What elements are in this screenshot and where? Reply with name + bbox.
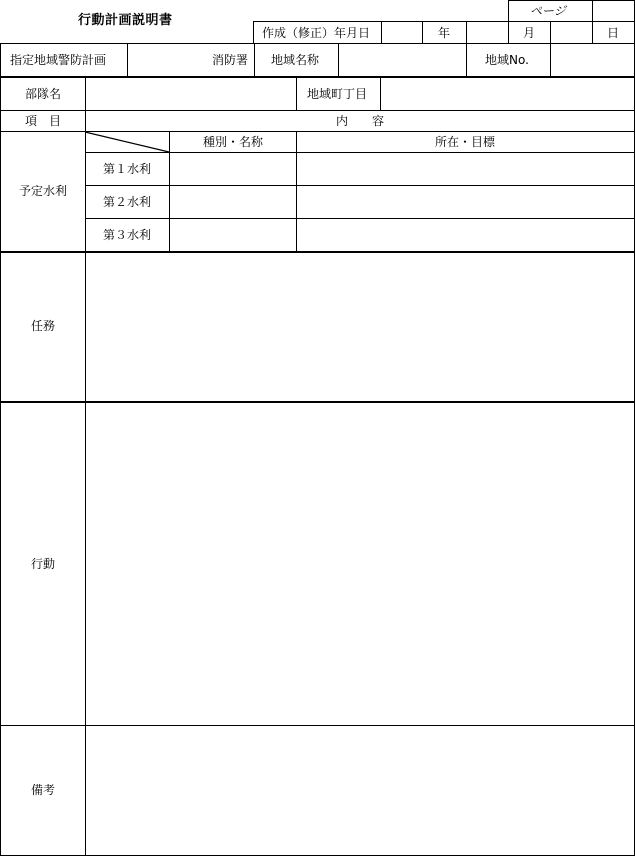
water-type-header: 種別・名称 [202, 135, 264, 149]
page-title: 行動計画説明書 [78, 13, 173, 28]
town-field[interactable] [381, 78, 634, 110]
water-type-field[interactable] [170, 186, 296, 218]
page-label: ページ [530, 4, 566, 18]
duty-field[interactable] [86, 253, 634, 401]
water-location-field[interactable] [297, 186, 634, 218]
content-header: 内 容 [335, 114, 385, 128]
water-location-field[interactable] [297, 219, 634, 251]
unit-label: 部隊名 [24, 87, 62, 101]
water-section-label: 予定水利 [18, 184, 68, 198]
water-type-field[interactable] [170, 219, 296, 251]
water-row-label: 第３水利 [102, 228, 152, 242]
water-row-label: 第１水利 [102, 162, 152, 176]
item-header: 項 目 [24, 114, 62, 128]
plan-label: 指定地域警防計画 [10, 53, 107, 67]
year-field[interactable] [382, 22, 422, 43]
day-field[interactable] [551, 22, 592, 43]
month-label: 月 [522, 26, 536, 40]
remarks-label: 備考 [30, 783, 56, 797]
year-label: 年 [437, 26, 451, 40]
water-type-field[interactable] [170, 153, 296, 185]
day-label: 日 [606, 26, 620, 40]
month-field[interactable] [467, 22, 508, 43]
area-no-label: 地域No. [485, 53, 529, 67]
created-date-label: 作成（修正）年月日 [262, 26, 371, 40]
action-label: 行動 [30, 557, 56, 571]
water-row-label: 第２水利 [102, 195, 152, 209]
town-label: 地域町丁目 [307, 87, 368, 101]
duty-label: 任務 [30, 319, 56, 333]
water-location-header: 所在・目標 [434, 135, 496, 149]
water-location-field[interactable] [297, 153, 634, 185]
page-number-field[interactable] [593, 1, 634, 21]
area-name-field[interactable] [339, 44, 466, 76]
area-no-field[interactable] [551, 44, 634, 76]
area-name-label: 地域名称 [271, 53, 320, 67]
diagonal-slash [85, 131, 170, 153]
unit-field[interactable] [86, 78, 296, 110]
action-field[interactable] [86, 403, 634, 725]
remarks-field[interactable] [86, 726, 634, 855]
station-label: 消防署 [212, 53, 249, 67]
